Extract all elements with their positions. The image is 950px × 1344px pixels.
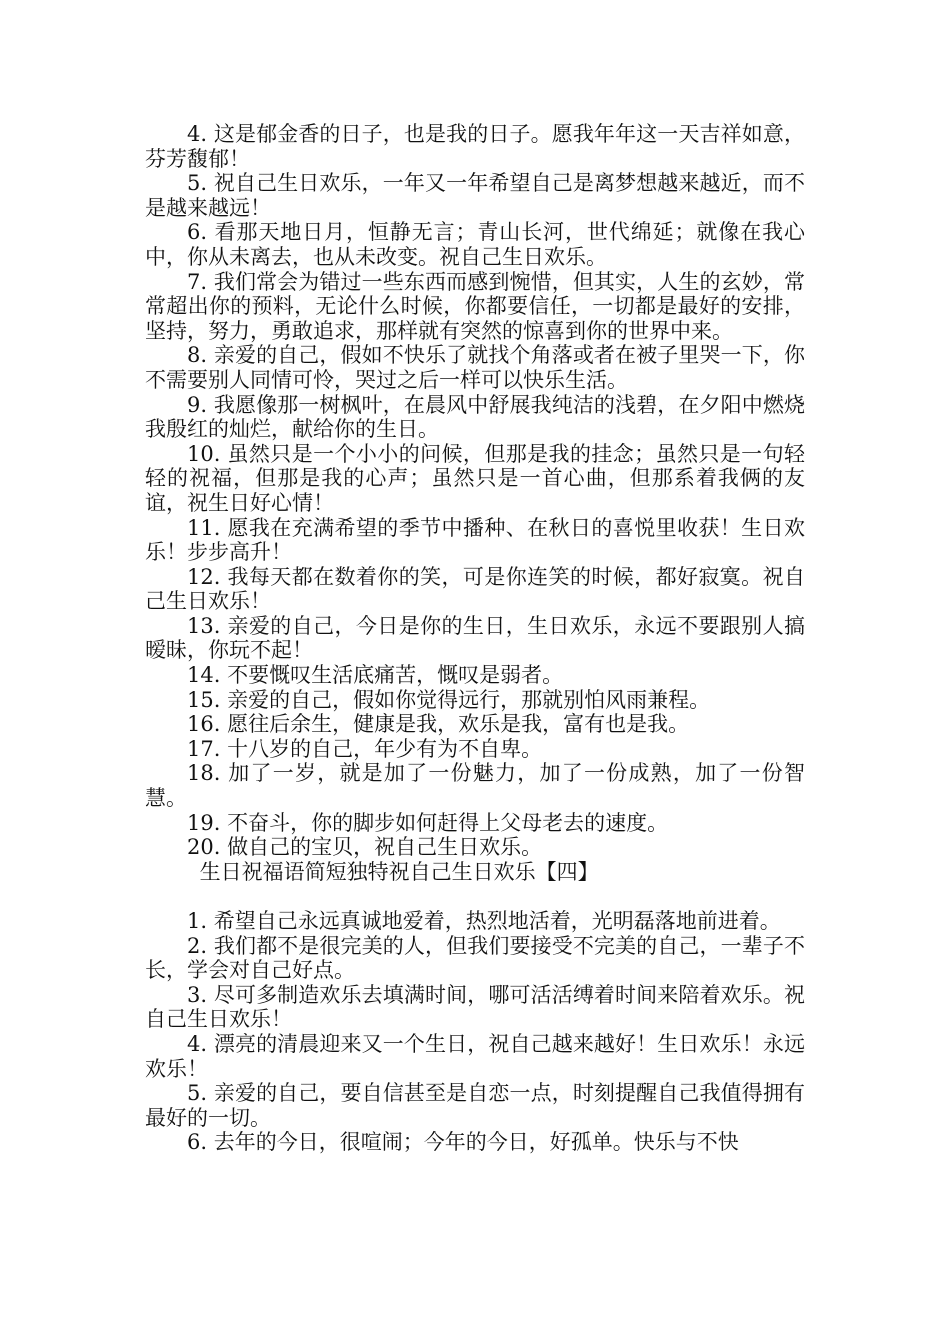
paragraph: 20. 做自己的宝贝，祝自己生日欢乐。 [187, 835, 543, 860]
paragraph: 18. 加了一岁，就是加了一份魅力，加了一份成熟，加了一份智慧。 [145, 761, 805, 811]
paragraph: 3. 尽可多制造欢乐去填满时间，哪可活活缚着时间来陪着欢乐。祝自己生日欢乐！ [145, 982, 805, 1032]
paragraph: 17. 十八岁的自己，年少有为不自卑。 [187, 736, 543, 761]
document-body [145, 122, 805, 1155]
paragraph: 4. 漂亮的清晨迎来又一个生日，祝自己越来越好！生日欢乐！永远欢乐！ [145, 1031, 805, 1081]
section-heading: 生日祝福语简短独特祝自己生日欢乐【四】 [199, 859, 599, 884]
paragraph: 15. 亲爱的自己，假如你觉得远行，那就别怕风雨兼程。 [187, 687, 711, 712]
paragraph: 10. 虽然只是一个小小的问候，但那是我的挂念；虽然只是一句轻轻的祝福，但那是我的心声；虽然只是一首心曲，但那系着我俩的友谊，祝生日好心情！ [145, 441, 805, 515]
paragraph: 16. 愿往后余生，健康是我，欢乐是我，富有也是我。 [187, 712, 690, 737]
paragraph: 8. 亲爱的自己，假如不快乐了就找个角落或者在被子里哭一下，你不需要别人同情可怜，哭过之后一样可以快乐生活。 [145, 343, 805, 392]
paragraph: 1. 希望自己永远真诚地爱着，热烈地活着，光明磊落地前进着。 [187, 909, 781, 933]
paragraph: 12. 我每天都在数着你的笑，可是你连笑的时候，都好寂寞。祝自己生日欢乐！ [145, 564, 805, 614]
paragraph: 13. 亲爱的自己，今日是你的生日，生日欢乐，永远不要跟别人搞暧昧，你玩不起！ [145, 613, 805, 663]
blank-line [145, 884, 805, 909]
paragraph: 5. 亲爱的自己，要自信甚至是自恋一点，时刻提醒自己我值得拥有最好的一切。 [145, 1081, 805, 1130]
paragraph: 14. 不要慨叹生活底痛苦，慨叹是弱者。 [187, 663, 564, 688]
paragraph: 4. 这是郁金香的日子，也是我的日子。愿我年年这一天吉祥如意，芬芳馥郁！ [145, 122, 805, 171]
paragraph: 5. 祝自己生日欢乐，一年又一年希望自己是离梦想越来越近，而不是越来越远！ [145, 171, 805, 220]
paragraph: 19. 不奋斗，你的脚步如何赶得上父母老去的速度。 [187, 810, 669, 835]
paragraph: 6. 看那天地日月，恒静无言；青山长河，世代绵延；就像在我心中，你从未离去，也从未改变。祝自己生日欢乐。 [145, 220, 805, 269]
paragraph: 2. 我们都不是很完美的人，但我们要接受不完美的自己，一辈子不长，学会对自己好点。 [145, 933, 805, 983]
paragraph: 11. 愿我在充满希望的季节中播种、在秋日的喜悦里收获！生日欢乐！步步高升！ [145, 515, 805, 565]
paragraph: 7. 我们常会为错过一些东西而感到惋惜，但其实，人生的玄妙，常常超出你的预料，无论什么时候，你都要信任，一切都是最好的安排，坚持，努力，勇敢追求，那样就有突然的惊喜到你的世界中来。 [145, 269, 805, 343]
paragraph: 9. 我愿像那一树枫叶，在晨风中舒展我纯洁的浅碧，在夕阳中燃烧我殷红的灿烂，献给你的生日。 [145, 392, 805, 442]
paragraph: 6. 去年的今日，很喧闹；今年的今日，好孤单。快乐与不快 [187, 1130, 739, 1155]
